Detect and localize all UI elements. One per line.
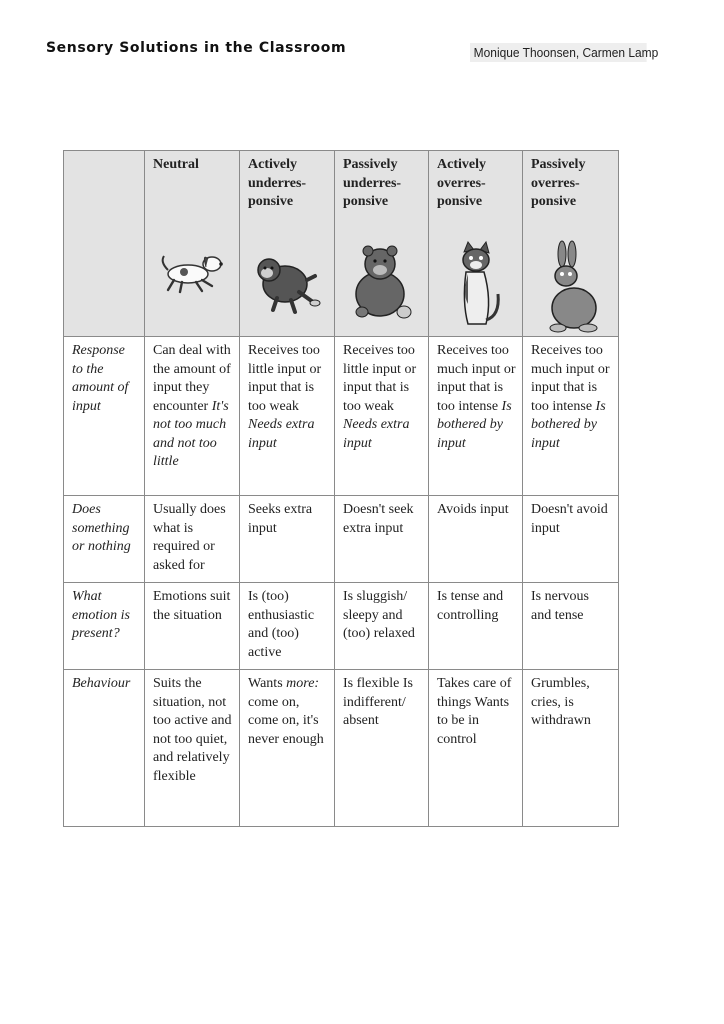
table-cell: Is nervous and tense	[523, 583, 619, 670]
table-cell: Grumbles, cries, is withdrawn	[523, 670, 619, 827]
column-header-actively-underresponsive	[240, 151, 335, 337]
table-cell: Doesn't avoid input	[523, 496, 619, 583]
column-label: Neutral	[153, 157, 199, 172]
table-cell: Is tense and controlling	[429, 583, 523, 670]
column-label: Passively overres-ponsive	[531, 157, 586, 209]
column-label: Actively underres-ponsive	[248, 157, 307, 209]
cat-icon	[429, 240, 522, 330]
column-header-neutral	[145, 151, 240, 337]
page-title: Sensory Solutions in the Classroom	[46, 40, 347, 56]
dog-icon	[145, 240, 239, 330]
bear-icon	[335, 240, 428, 330]
column-label: Actively overres-ponsive	[437, 157, 486, 209]
table-cell: Avoids input	[429, 496, 523, 583]
table-cell: Can deal with the amount of input they encounter It's not too much and not too little	[145, 337, 240, 496]
rabbit-icon	[523, 240, 618, 330]
table-cell: Doesn't seek extra input	[335, 496, 429, 583]
sensory-profile-table	[63, 150, 619, 827]
column-header-passively-underresponsive	[335, 151, 429, 337]
table-cell: Seeks extra input	[240, 496, 335, 583]
column-label: Passively underres-ponsive	[343, 157, 402, 209]
row-label: Does something or nothing	[64, 496, 145, 583]
column-header-actively-overresponsive	[429, 151, 523, 337]
table-cell: Receives too much input or input that is too intense Is bothered by input	[523, 337, 619, 496]
table-cell: Is sluggish/ sleepy and (too) relaxed	[335, 583, 429, 670]
table-cell: Emotions suit the situation	[145, 583, 240, 670]
table-row	[64, 583, 619, 670]
corner-cell	[64, 151, 145, 337]
table-cell: Takes care of things Wants to be in control	[429, 670, 523, 827]
table-row	[64, 337, 619, 496]
table-header-row	[64, 151, 619, 337]
row-label: Response to the amount of input	[64, 337, 145, 496]
table-row	[64, 670, 619, 827]
row-label: What emotion is present?	[64, 583, 145, 670]
authors: Monique Thoonsen, Carmen Lamp	[470, 43, 647, 62]
table-cell: Is (too) enthusiastic and (too) active	[240, 583, 335, 670]
row-label: Behaviour	[64, 670, 145, 827]
table-cell: Suits the situation, not too active and not too quiet, and relatively flexible	[145, 670, 240, 827]
table-cell: Wants more: come on, come on, it's never enough	[240, 670, 335, 827]
table-row	[64, 496, 619, 583]
table-cell: Receives too little input or input that is too weak Needs extra input	[335, 337, 429, 496]
table-cell: Usually does what is required or asked for	[145, 496, 240, 583]
monkey-icon	[240, 240, 334, 330]
table-cell: Receives too little input or input that is too weak Needs extra input	[240, 337, 335, 496]
table-cell: Receives too much input or input that is too intense Is bothered by input	[429, 337, 523, 496]
column-header-passively-overresponsive	[523, 151, 619, 337]
table-cell: Is flexible Is indifferent/ absent	[335, 670, 429, 827]
